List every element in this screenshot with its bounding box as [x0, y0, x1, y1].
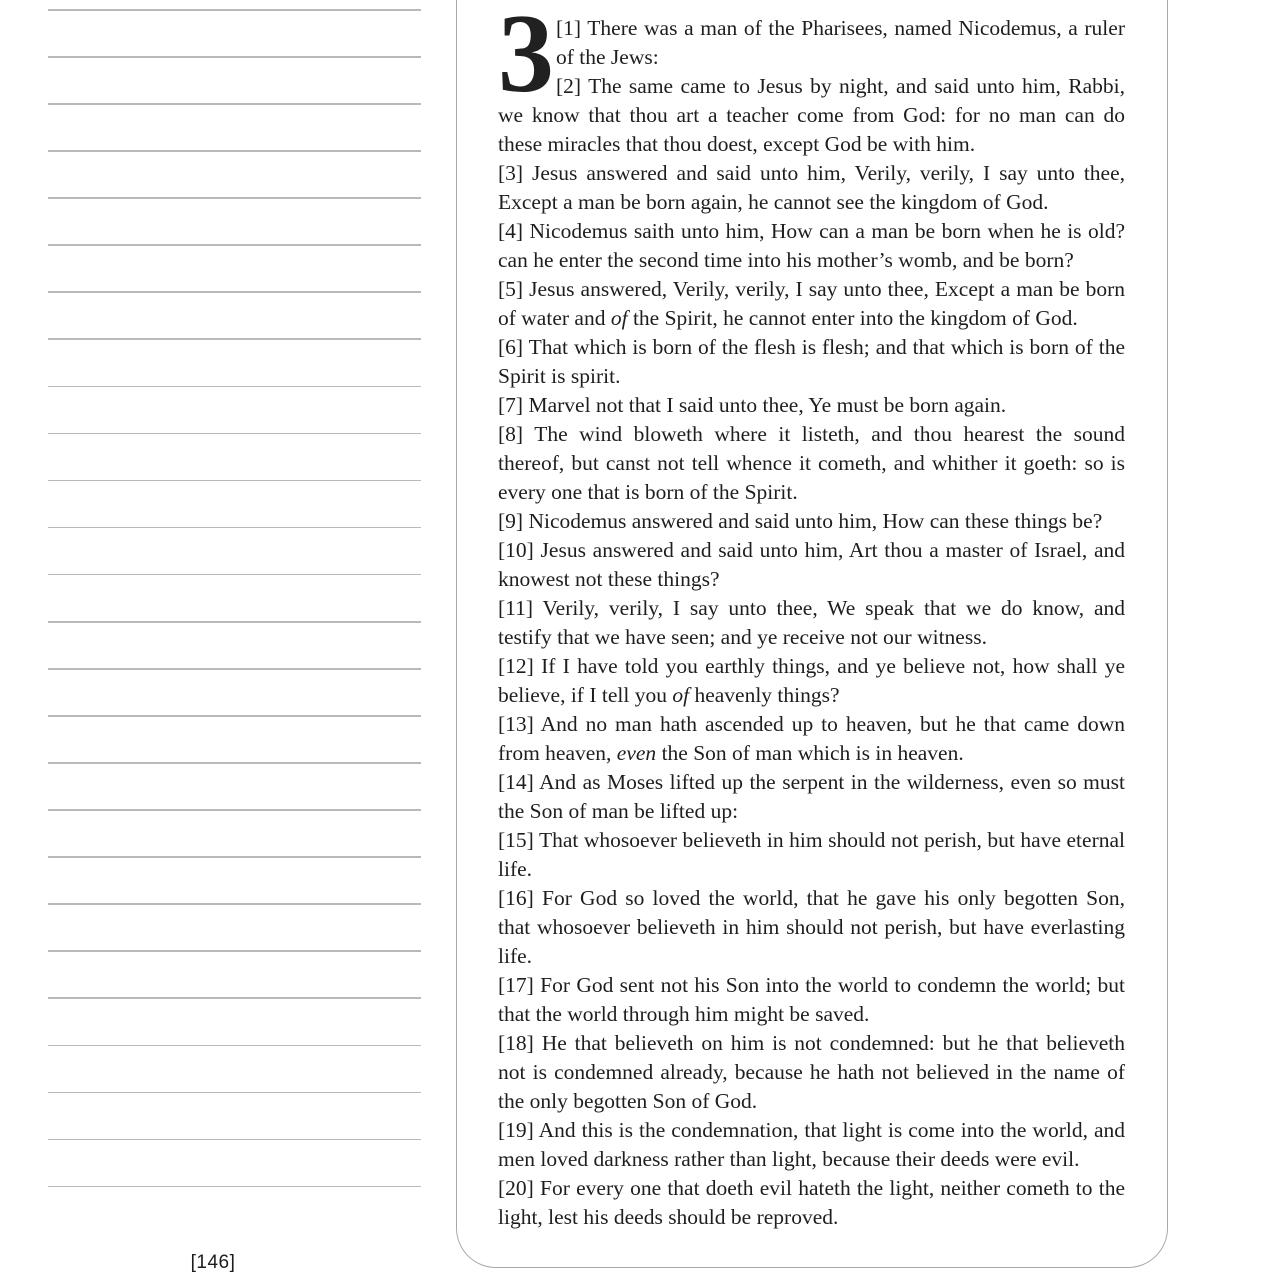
verse-number: [9]: [498, 509, 524, 533]
chapter-dropcap: 3: [498, 0, 554, 116]
note-line: [48, 809, 421, 811]
verse-text: the Son of man which is in heaven.: [656, 741, 964, 765]
verse-text: For God sent not his Son into the world to condemn the world; but that the world through him might be saved.: [498, 973, 1125, 1026]
verse-text: There was a man of the Pharisees, named Nicodemus, a ruler of the Jews:: [556, 16, 1125, 69]
verse: [498, 536, 1125, 594]
note-line: [48, 103, 421, 105]
verse-number: [8]: [498, 422, 524, 446]
verse-text: For God so loved the world, that he gave his only begotten Son, that whosoever believeth in him should not perish, but have everlasting life.: [498, 886, 1126, 968]
note-line: [48, 527, 421, 529]
verse-text: Nicodemus saith unto him, How can a man be born when he is old? can he enter the second time into his mother’s womb, and be born?: [498, 219, 1126, 272]
verse-number: [5]: [498, 277, 524, 301]
note-line: [48, 903, 421, 905]
note-line: [48, 950, 421, 952]
verse-text: Nicodemus answered and said unto him, How can these things be?: [528, 509, 1103, 533]
note-line: [48, 1092, 421, 1094]
note-line: [48, 433, 421, 435]
note-line: [48, 1186, 421, 1188]
verse: [498, 1116, 1125, 1174]
note-line: [48, 150, 421, 152]
verse: [498, 333, 1125, 391]
note-line: [48, 386, 421, 388]
verse-text: Jesus answered and said unto him, Art thou a master of Israel, and knowest not these things?: [498, 538, 1126, 591]
verse-text: Verily, verily, I say unto thee, We speak that we do know, and testify that we have seen; and ye receive not our witness.: [498, 596, 1125, 649]
note-line: [48, 56, 421, 58]
verse-number: [10]: [498, 538, 534, 562]
note-line: [48, 197, 421, 199]
note-line: [48, 1139, 421, 1141]
verse: [498, 72, 1125, 159]
verse-text: The wind bloweth where it listeth, and thou hearest the sound thereof, but canst not tell whence it cometh, and whither it goeth: so is every one that is born of the Spirit.: [498, 422, 1125, 504]
verse: [498, 1029, 1125, 1116]
note-line: [48, 480, 421, 482]
verse-number: [2]: [556, 74, 582, 98]
verse-text: Marvel not that I said unto thee, Ye must be born again.: [528, 393, 1007, 417]
verse-number: [1]: [556, 16, 582, 40]
note-line: [48, 9, 421, 11]
verse-number: [4]: [498, 219, 524, 243]
verse-text: And no man hath ascended up to heaven, but he that came down from heaven,: [498, 712, 1125, 765]
verse: [498, 652, 1125, 710]
verse: [498, 594, 1125, 652]
verse-text: That which is born of the flesh is flesh; and that which is born of the Spirit is spirit.: [498, 335, 1125, 388]
verse: [498, 826, 1125, 884]
note-line: [48, 997, 421, 999]
note-line: [48, 291, 421, 293]
verse-number: [6]: [498, 335, 524, 359]
verse-text: If I have told you earthly things, and ye believe not, how shall ye believe, if I tell you: [498, 654, 1126, 707]
verse: [498, 768, 1125, 826]
verse: [498, 710, 1125, 768]
verse: [498, 884, 1125, 971]
verse-number: [14]: [498, 770, 534, 794]
verse-number: [11]: [498, 596, 534, 620]
page-number: [146]: [190, 1252, 236, 1273]
verse-text: the Spirit, he cannot enter into the kingdom of God.: [627, 306, 1078, 330]
note-line: [48, 621, 421, 623]
verse: [498, 391, 1125, 420]
verse: [498, 507, 1125, 536]
verse: [498, 1174, 1125, 1232]
verse-number: [13]: [498, 712, 534, 736]
verse: [498, 217, 1125, 275]
verse: [498, 971, 1125, 1029]
verse-text-italic: even: [616, 741, 657, 765]
verse-number: [19]: [498, 1118, 534, 1142]
scripture-text: [498, 0, 1126, 1232]
verse-number: [12]: [498, 654, 534, 678]
verse-text: He that believeth on him is not condemned: but he that believeth not is condemned already, because he hath not believed in the name of the only begotten Son of God.: [498, 1031, 1126, 1113]
note-line: [48, 1045, 421, 1047]
verse-text: Jesus answered, Verily, verily, I say unto thee, Except a man be born of water and: [498, 277, 1126, 330]
verse-text: And as Moses lifted up the serpent in the wilderness, even so must the Son of man be lifted up:: [498, 770, 1125, 823]
note-line: [48, 338, 421, 340]
note-line: [48, 715, 421, 717]
verses-container: [498, 0, 1126, 1232]
verse-text: heavenly things?: [689, 683, 840, 707]
verse-number: [16]: [498, 886, 534, 910]
verse: [498, 275, 1125, 333]
verse: [498, 420, 1125, 507]
scripture-card[interactable]: [456, 0, 1168, 1268]
verse: [498, 14, 1125, 72]
verse-text: The same came to Jesus by night, and said unto him, Rabbi, we know that thou art a teacher come from God: for no man can do these miracles that thou doest, except God be with him.: [498, 74, 1125, 156]
note-line: [48, 762, 421, 764]
verse-number: [15]: [498, 828, 534, 852]
verse-number: [7]: [498, 393, 524, 417]
verse-number: [17]: [498, 973, 534, 997]
verse-text-italic: of: [610, 306, 628, 330]
verse-number: [20]: [498, 1176, 534, 1200]
note-line: [48, 856, 421, 858]
verse-text: And this is the condemnation, that light is come into the world, and men loved darkness rather than light, because their deeds were evil.: [498, 1118, 1125, 1171]
note-line: [48, 244, 421, 246]
verse-number: [18]: [498, 1031, 534, 1055]
verse: [498, 159, 1125, 217]
verse-text: Jesus answered and said unto him, Verily, verily, I say unto thee, Except a man be born again, he cannot see the kingdom of God.: [498, 161, 1125, 214]
verse-text: That whosoever believeth in him should not perish, but have eternal life.: [498, 828, 1125, 881]
notes-panel: [0, 0, 440, 1280]
verse-number: [3]: [498, 161, 524, 185]
note-line: [48, 574, 421, 576]
note-line: [48, 668, 421, 670]
verse-text-italic: of: [672, 683, 690, 707]
verse-text: For every one that doeth evil hateth the light, neither cometh to the light, lest his deeds should be reproved.: [498, 1176, 1125, 1229]
